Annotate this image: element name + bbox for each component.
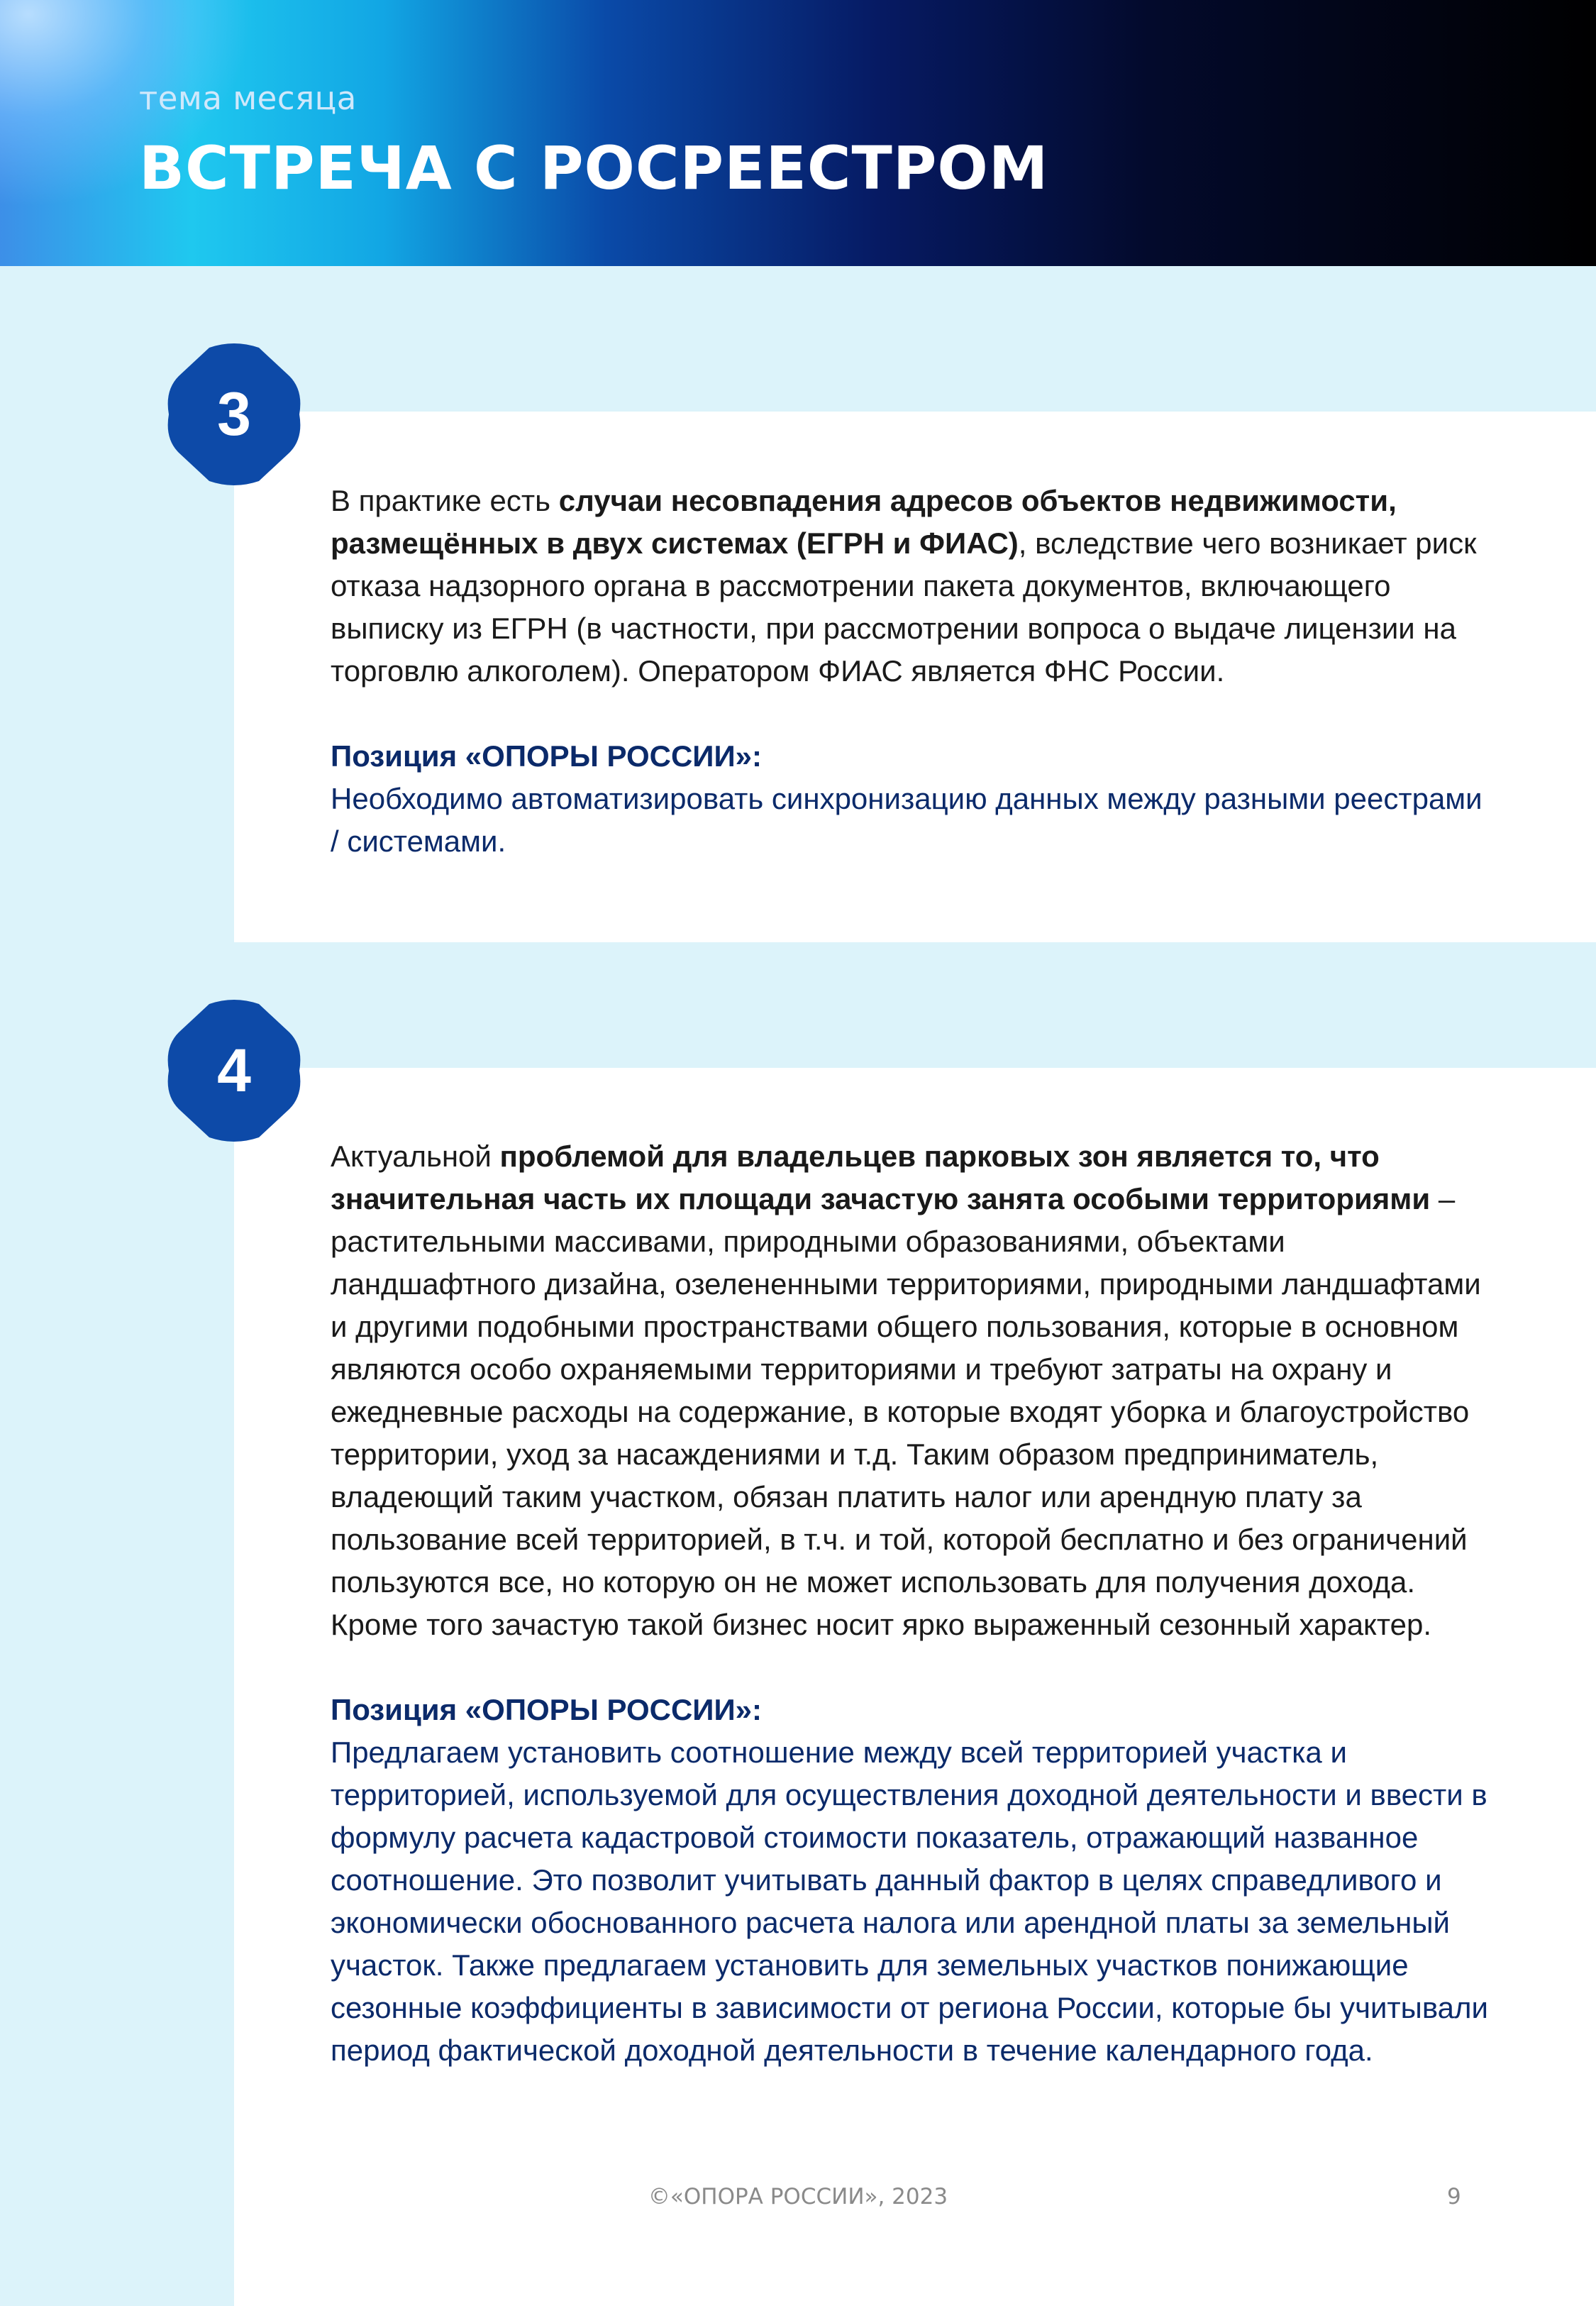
item-body-3 (331, 480, 1494, 863)
paragraph-rest: – растительными массивами, природными образованиями, объектами ландшафтного дизайна, озелененными территориями, природными ландшафтами и другими подобными пространствами общего пользования, которые в основном являются особо охраняемыми территориями и требуют затраты на охрану и ежедневные расходы на содержание, в которые входят уборка и благоустройство территории, уход за насаждениями и т.д. Таким образом предприниматель, владеющий таким участком, обязан платить налог или арендную плату за пользование всей территорией, в т.ч. и той, которой бесплатно и без ограничений пользуются все, но которую он не может использовать для получения дохода. Кроме того зачастую такой бизнес носит ярко выраженный сезонный характер. (331, 1182, 1481, 1641)
page-footer (0, 2184, 1596, 2212)
item-number-badge-4 (165, 998, 304, 1143)
item-paragraph (331, 1135, 1494, 1646)
position-title: Позиция «ОПОРЫ РОССИИ»: (331, 1693, 762, 1726)
paragraph-highlight: проблемой для владельцев парковых зон является то, что значительная часть их площади зачастую занята особыми территориями (331, 1140, 1431, 1215)
item-number-badge-3 (165, 342, 304, 487)
item-number: 4 (217, 1036, 251, 1105)
copyright-text: ©«ОПОРА РОССИИ», 2023 (648, 2184, 948, 2210)
item-number: 3 (217, 380, 251, 448)
paragraph-highlight: случаи несовпадения адресов объектов недвижимости, размещённых в двух системах (ЕГРН и ФИАС) (331, 484, 1397, 560)
position-text: Необходимо автоматизировать синхронизацию данных между разными реестрами / системами. (331, 782, 1483, 858)
position-title: Позиция «ОПОРЫ РОССИИ»: (331, 739, 762, 773)
paragraph-lead: Актуальной (331, 1140, 500, 1173)
item-body-4 (331, 1135, 1494, 2072)
page-number: 9 (1447, 2184, 1461, 2210)
paragraph-lead: В практике есть (331, 484, 559, 517)
page-header (0, 0, 1596, 266)
paragraph-rest: , вследствие чего возникает риск отказа надзорного органа в рассмотрении пакета документов, включающего выписку из ЕГРН (в частности, при рассмотрении вопроса о выдаче лицензии на торговлю алкоголем). Оператором ФИАС является ФНС России. (331, 526, 1477, 688)
position-text: Предлагаем установить соотношение между всей территорией участка и территорией, используемой для осуществления доходной деятельности и ввести в формулу расчета кадастровой стоимости показатель, отражающий названное соотношение. Это позволит учитывать данный фактор в целях справедливого и экономически обоснованного расчета налога или арендной платы за земельный участок. Также предлагаем установить для земельных участков понижающие сезонные коэффициенты в зависимости от региона России, которые бы учитывали период фактической доходной деятельности в течение календарного года. (331, 1736, 1489, 2067)
item-paragraph (331, 480, 1494, 693)
section-label: тема месяца (139, 79, 357, 117)
page-title: ВСТРЕЧА С РОСРЕЕСТРОМ (139, 133, 1049, 203)
